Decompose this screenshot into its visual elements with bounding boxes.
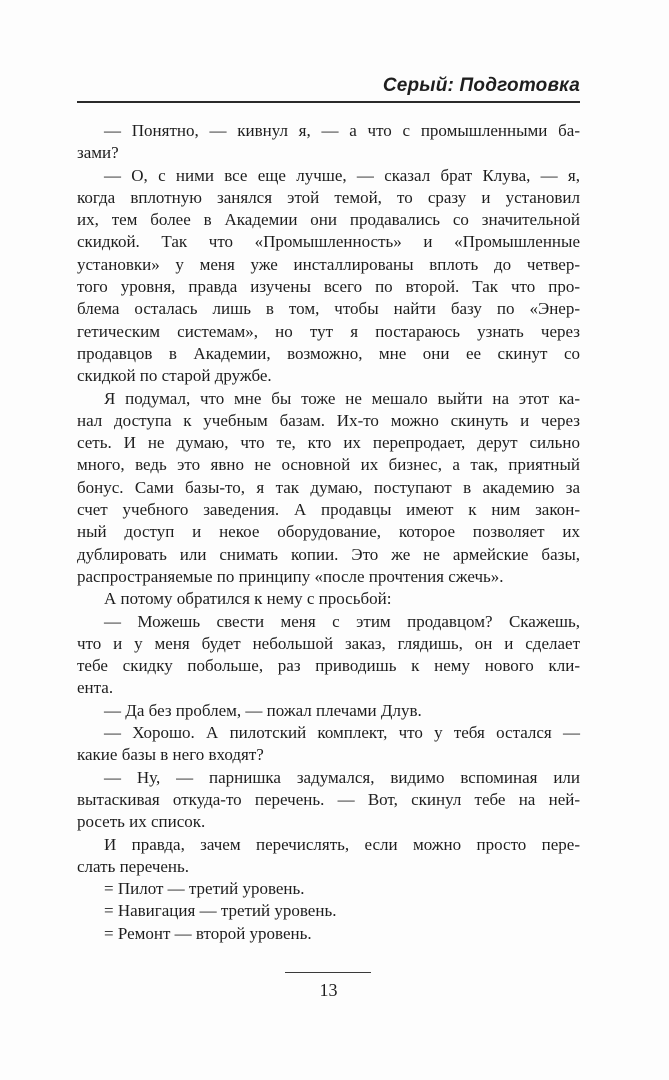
paragraph [77, 767, 580, 834]
paragraph [77, 834, 580, 879]
text-line: дублировать или снимать копии. Это же не армейские базы, [77, 544, 580, 564]
text-line: продавцов в Академии, возможно, мне они ее скинут со [77, 343, 580, 363]
text-line: распространяемые по принципу «после прочтения сжечь». [77, 566, 504, 586]
text-line: много, ведь это явно не основной их бизнес, а так, приятный [77, 455, 580, 475]
text-line: нал доступа к учебным базам. Их-то можно скинуть и через [77, 410, 580, 430]
text-line: — Можешь свести меня с этим продавцом? Скажешь, [104, 611, 580, 631]
text-line: = Пилот — третий уровень. [104, 879, 305, 899]
text-line: ный доступ и некое оборудование, которое позволяет их [77, 522, 580, 542]
paragraph [77, 588, 580, 610]
text-line: что и у меня будет небольшой заказ, глядишь, он и сделает [77, 633, 580, 653]
paragraph [77, 878, 580, 900]
page-body [77, 120, 580, 945]
text-line: скидкой. Так что «Промышленность» и «Промышленные [77, 232, 580, 252]
text-line: — Да без проблем, — пожал плечами Длув. [104, 700, 422, 720]
footer-rule [285, 972, 371, 973]
text-line: И правда, зачем перечислять, если можно просто пере- [104, 834, 580, 854]
text-line: — О, с ними все еще лучше, — сказал брат Клува, — я, [104, 165, 580, 185]
paragraph [77, 900, 580, 922]
paragraph [77, 388, 580, 589]
text-line: блема осталась лишь в том, чтобы найти базу по «Энер- [77, 299, 580, 319]
text-line: А потому обратился к нему с просьбой: [104, 589, 392, 609]
page-number: 13 [319, 980, 338, 1000]
text-line: счет учебного заведения. А продавцы имеют к ним закон- [77, 500, 580, 520]
text-line: = Навигация — третий уровень. [104, 901, 337, 921]
text-line: тебе скидку побольше, раз приводишь к нему нового кли- [77, 656, 580, 676]
paragraph [77, 611, 580, 700]
text-line: скидкой по старой дружбе. [77, 366, 272, 386]
text-line: слать перечень. [77, 856, 190, 876]
text-line: сеть. И не думаю, что те, кто их перепродает, дерут сильно [77, 433, 580, 453]
text-line: гетическим системам», но тут я постараюсь узнать через [77, 321, 580, 341]
text-line: ента. [77, 678, 114, 698]
text-line: их, тем более в Академии они продавались со значительной [77, 210, 580, 230]
text-line: какие базы в него входят? [77, 745, 264, 765]
paragraph [77, 165, 580, 388]
paragraph [77, 700, 580, 722]
text-line: Я подумал, что мне бы тоже не мешало выйти на этот ка- [104, 388, 580, 408]
text-line: зами? [77, 143, 119, 163]
text-line: установки» у меня уже инсталлированы вплоть до четвер- [77, 254, 580, 274]
text-line: вытаскивая откуда-то перечень. — Вот, скинул тебе на ней- [77, 789, 580, 809]
paragraph [77, 923, 580, 945]
text-line: бонус. Сами базы-то, я так думаю, поступают в академию за [77, 477, 580, 497]
text-line: — Ну, — парнишка задумался, видимо вспоминая или [104, 767, 580, 787]
header-rule [77, 101, 580, 103]
paragraph [77, 722, 580, 767]
text-line: того уровня, правда изучены всего по второй. Так что про- [77, 277, 580, 297]
text-line: росеть их список. [77, 812, 206, 832]
text-line: — Хорошо. А пилотский комплект, что у тебя остался — [104, 723, 580, 743]
text-line: — Понятно, — кивнул я, — а что с промышленными ба- [104, 121, 580, 140]
paragraph [77, 120, 580, 165]
text-line: = Ремонт — второй уровень. [104, 923, 312, 943]
text-line: когда вплотную занялся этой темой, то сразу и установил [77, 187, 580, 207]
running-header: Серый: Подготовка [382, 75, 580, 96]
